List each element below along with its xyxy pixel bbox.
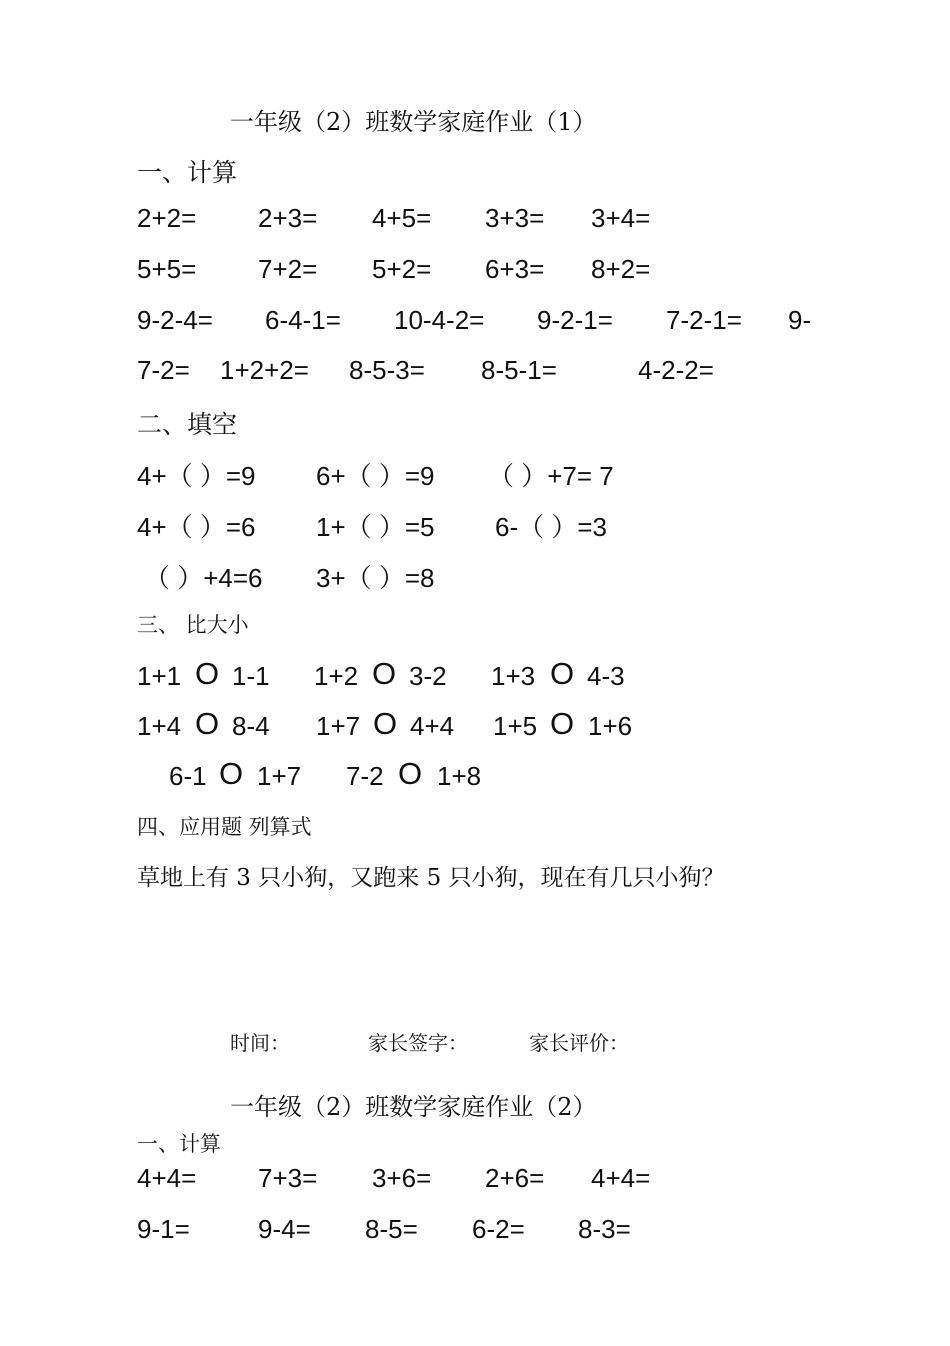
- compare-left: 7-2: [346, 761, 384, 791]
- compare-right: 1+8: [437, 761, 482, 791]
- problem: 1+2+2=: [220, 355, 309, 385]
- fill-problem: （ ）+4=6: [144, 563, 263, 593]
- problem: 7-2=: [137, 355, 190, 385]
- hw1-title: 一年级（2）班数学家庭作业（1）: [230, 108, 597, 136]
- problem: 8-5-1=: [481, 355, 557, 385]
- problem: 8+2=: [591, 254, 651, 284]
- fill-problem: 3+（ ）=8: [316, 563, 435, 593]
- problem: 9-1=: [137, 1214, 190, 1244]
- problem: 2+2=: [137, 203, 197, 233]
- problem: 6+3=: [485, 254, 545, 284]
- problem: 8-5-3=: [349, 355, 425, 385]
- hw2-title: 一年级（2）班数学家庭作业（2）: [230, 1093, 597, 1121]
- compare-left: 1+3: [491, 661, 536, 691]
- compare-left: 6-1: [169, 761, 207, 791]
- compare-left: 1+7: [316, 711, 361, 741]
- compare-circle[interactable]: O: [219, 756, 244, 791]
- compare-right: 1-1: [232, 661, 270, 691]
- problem: 3+4=: [591, 203, 651, 233]
- compare-circle[interactable]: O: [372, 656, 397, 691]
- compare-circle[interactable]: O: [398, 756, 423, 791]
- problem: 4-2-2=: [638, 355, 714, 385]
- compare-circle[interactable]: O: [550, 706, 575, 741]
- fill-problem: 1+（ ）=5: [316, 512, 435, 542]
- time-label: 时间：: [230, 1031, 290, 1055]
- parent-signature-label: 家长签字：: [368, 1031, 468, 1055]
- compare-left: 1+4: [137, 711, 182, 741]
- problem: 9-2-4=: [137, 305, 213, 335]
- fill-problem: 4+（ ）=9: [137, 461, 256, 491]
- parent-evaluation-label: 家长评价：: [529, 1031, 629, 1055]
- compare-left: 1+1: [137, 661, 182, 691]
- problem: 9-2-1=: [537, 305, 613, 335]
- hw1-section4-heading: 四、应用题 列算式: [137, 815, 312, 839]
- hw1-section3-heading: 三、 比大小: [137, 613, 249, 637]
- problem: 7+3=: [258, 1163, 318, 1193]
- problem: 8-3=: [578, 1214, 631, 1244]
- problem: 7+2=: [258, 254, 318, 284]
- compare-right: 1+6: [588, 711, 633, 741]
- problem: 4+5=: [372, 203, 432, 233]
- compare-circle[interactable]: O: [373, 706, 398, 741]
- problem: 3+6=: [372, 1163, 432, 1193]
- compare-circle[interactable]: O: [195, 656, 220, 691]
- compare-right: 1+7: [257, 761, 302, 791]
- problem: 6-2=: [472, 1214, 525, 1244]
- fill-problem: 6+（ ）=9: [316, 461, 435, 491]
- hw2-section1-heading: 一、计算: [137, 1132, 221, 1156]
- problem: 7-2-1=: [666, 305, 742, 335]
- compare-right: 4-3: [587, 661, 625, 691]
- problem: 5+5=: [137, 254, 197, 284]
- compare-circle[interactable]: O: [550, 656, 575, 691]
- problem: 9-: [788, 305, 812, 335]
- problem: 4+4=: [137, 1163, 197, 1193]
- problem: 2+3=: [258, 203, 318, 233]
- fill-problem: （ ）+7= 7: [488, 461, 614, 491]
- problem: 9-4=: [258, 1214, 311, 1244]
- problem: 10-4-2=: [394, 305, 485, 335]
- fill-problem: 6-（ ）=3: [495, 512, 607, 542]
- compare-right: 3-2: [409, 661, 447, 691]
- problem: 3+3=: [485, 203, 545, 233]
- compare-left: 1+5: [493, 711, 538, 741]
- word-problem: 草地上有 3 只小狗，又跑来 5 只小狗，现在有几只小狗？: [137, 865, 725, 891]
- problem: 5+2=: [372, 254, 432, 284]
- compare-circle[interactable]: O: [195, 706, 220, 741]
- hw1-section2-heading: 二、填空: [137, 410, 238, 439]
- fill-problem: 4+（ ）=6: [137, 512, 256, 542]
- problem: 6-4-1=: [265, 305, 341, 335]
- problem: 8-5=: [365, 1214, 418, 1244]
- compare-left: 1+2: [314, 661, 359, 691]
- hw1-section1-heading: 一、计算: [137, 158, 238, 187]
- compare-right: 8-4: [232, 711, 270, 741]
- compare-right: 4+4: [410, 711, 455, 741]
- problem: 4+4=: [591, 1163, 651, 1193]
- problem: 2+6=: [485, 1163, 545, 1193]
